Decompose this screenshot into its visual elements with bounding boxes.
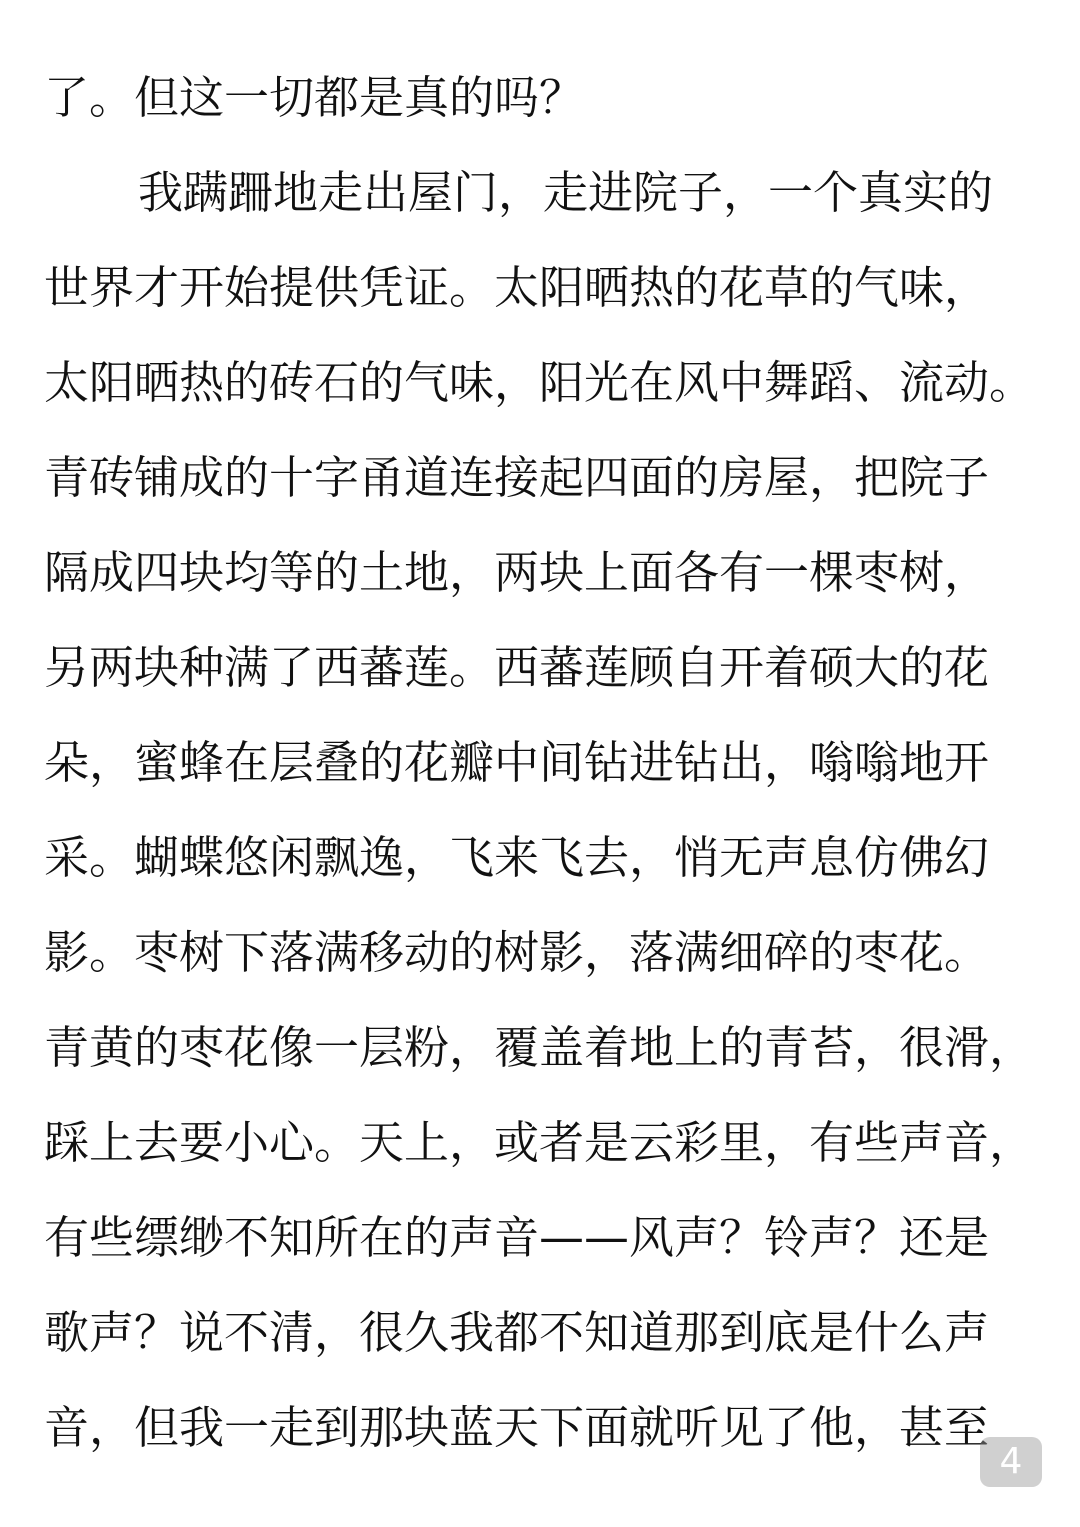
- text-line-12: 踩上去要小心。天上，或者是云彩里，有些声音，: [44, 1116, 1035, 1169]
- text-line-1: 了。但这一切都是真的吗？: [44, 71, 585, 124]
- text-line-5: 青砖铺成的十字甬道连接起四面的房屋，把院子: [44, 451, 990, 504]
- paragraph-start-line: 我蹒跚地走出屋门，走进院子，一个真实的: [138, 166, 994, 219]
- text-line-4: 太阳晒热的砖石的气味，阳光在风中舞蹈、流动。: [44, 356, 1035, 409]
- text-line-15: 音，但我一走到那块蓝天下面就听见了他，甚至: [44, 1401, 990, 1454]
- text-line-11: 青黄的枣花像一层粉，覆盖着地上的青苔，很滑，: [44, 1021, 1035, 1074]
- text-line-6: 隔成四块均等的土地，两块上面各有一棵枣树，: [44, 546, 990, 599]
- text-line-3: 世界才开始提供凭证。太阳晒热的花草的气味，: [44, 261, 990, 314]
- text-line-7: 另两块种满了西蕃莲。西蕃莲顾自开着硕大的花: [44, 641, 990, 694]
- text-line-10: 影。枣树下落满移动的树影，落满细碎的枣花。: [44, 926, 990, 979]
- text-line-8: 朵，蜜蜂在层叠的花瓣中间钻进钻出，嗡嗡地开: [44, 736, 990, 789]
- text-line-13: 有些缥缈不知所在的声音——风声？铃声？还是: [44, 1211, 990, 1264]
- text-line-9: 采。蝴蝶悠闲飘逸，飞来飞去，悄无声息仿佛幻: [44, 831, 990, 884]
- text-line-14: 歌声？说不清，很久我都不知道那到底是什么声: [44, 1306, 990, 1359]
- page-number-badge[interactable]: 4: [980, 1437, 1042, 1487]
